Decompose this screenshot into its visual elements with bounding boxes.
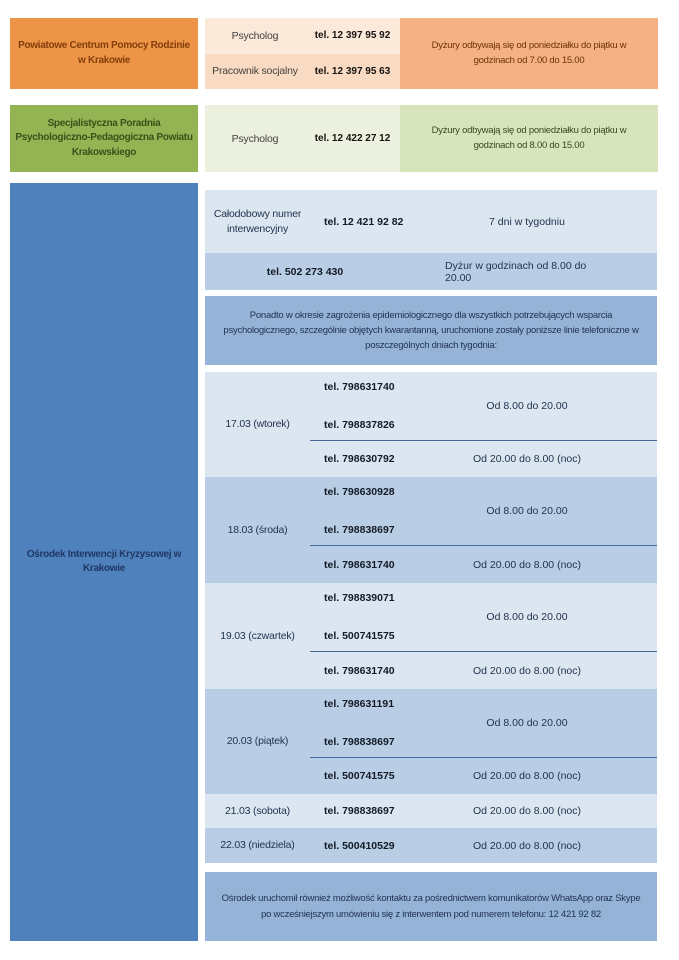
day-block-tuesday bbox=[205, 372, 657, 477]
contact-role-label: Całodobowy numer interwencyjny bbox=[213, 207, 302, 235]
shift-hours: Od 8.00 do 20.00 bbox=[486, 717, 568, 729]
shift-hours: Od 8.00 do 20.00 bbox=[486, 400, 568, 412]
phone-number: tel. 798631740 bbox=[324, 664, 395, 677]
poradnia-row-psycholog bbox=[205, 105, 400, 172]
day-block-wednesday bbox=[205, 477, 657, 583]
shift-hours: Od 8.00 do 20.00 bbox=[486, 505, 568, 517]
phone-number: tel. 500741575 bbox=[324, 770, 395, 782]
poradnia-title: Specjalistyczna Poradnia Psychologiczno-Pedagogiczna Powiatu Krakowskiego bbox=[15, 117, 193, 158]
weekly-schedule-table bbox=[205, 372, 657, 863]
day-block-sunday bbox=[205, 828, 657, 863]
shift-hours: Od 20.00 do 8.00 (noc) bbox=[473, 839, 581, 852]
availability-note: 7 dni w tygodniu bbox=[489, 215, 565, 228]
pcpr-title-block bbox=[10, 18, 198, 89]
oik-title: Ośrodek Interwencji Kryzysowej w Krakowie bbox=[26, 548, 182, 574]
night-shift bbox=[310, 652, 657, 689]
oik-duty-row bbox=[205, 253, 657, 290]
day-shift bbox=[310, 372, 657, 441]
phone-number: tel. 502 273 430 bbox=[266, 265, 344, 278]
day-shift bbox=[310, 583, 657, 652]
whatsapp-skype-footer: Ośrodek uruchomił również możliwość kontaktu za pośrednictwem komunikatorów WhatsApp oraz Skype po wcześniejszym umówieniu się z interwentem pod numerem telefonu: 12 421 92 82 bbox=[205, 872, 657, 941]
contact-role-label: Psycholog bbox=[231, 132, 279, 145]
phone-number: tel. 798631191 bbox=[324, 698, 395, 710]
phone-number: tel. 798839071 bbox=[324, 592, 395, 604]
phone-number: tel. 798838697 bbox=[324, 805, 395, 817]
pcpr-hours-note: Dyżury odbywają się od poniedziałku do piątku w godzinach od 7.00 do 15.00 bbox=[400, 18, 658, 89]
phone-number: tel. 798631740 bbox=[324, 381, 395, 393]
day-shift bbox=[310, 477, 657, 546]
phone-number: tel. 12 421 92 82 bbox=[324, 215, 404, 228]
poradnia-contacts bbox=[205, 105, 400, 172]
phone-number: tel. 798630792 bbox=[324, 453, 395, 465]
night-shift bbox=[310, 546, 657, 583]
day-block-thursday bbox=[205, 583, 657, 689]
pcpr-contacts bbox=[205, 18, 400, 89]
night-shift bbox=[310, 441, 657, 477]
day-date: 19.03 (czwartek) bbox=[220, 629, 295, 642]
poradnia-hours-note: Dyżury odbywają się od poniedziałku do piątku w godzinach od 8.00 do 15.00 bbox=[400, 105, 658, 172]
phone-number: tel. 12 422 27 12 bbox=[314, 133, 391, 144]
oik-24h-row bbox=[205, 190, 657, 253]
shift-hours: Od 20.00 do 8.00 (noc) bbox=[473, 664, 581, 677]
phone-number: tel. 12 397 95 63 bbox=[314, 65, 391, 77]
day-date: 18.03 (środa) bbox=[227, 523, 288, 536]
phone-number: tel. 12 397 95 92 bbox=[314, 30, 391, 42]
pcpr-row-psycholog bbox=[205, 18, 400, 54]
day-date: 20.03 (piątek) bbox=[226, 735, 289, 748]
phone-number: tel. 798838697 bbox=[324, 736, 395, 748]
day-date: 17.03 (wtorek) bbox=[225, 418, 290, 431]
contact-role-label: Psycholog bbox=[231, 29, 279, 42]
poradnia-title-block bbox=[10, 105, 198, 172]
day-shift bbox=[310, 689, 657, 758]
day-block-friday bbox=[205, 689, 657, 794]
availability-note: Dyżur w godzinach od 8.00 do 20.00 bbox=[445, 259, 587, 284]
day-date: 22.03 (niedziela) bbox=[220, 839, 295, 852]
night-shift bbox=[310, 758, 657, 794]
pcpr-title: Powiatowe Centrum Pomocy Rodzinie w Krakowie bbox=[18, 40, 190, 66]
contact-role-label: Pracownik socjalny bbox=[212, 65, 298, 78]
phone-number: tel. 500741575 bbox=[324, 630, 395, 642]
phone-number: tel. 798631740 bbox=[324, 558, 395, 571]
pcpr-row-pracownik bbox=[205, 54, 400, 90]
day-date: 21.03 (sobota) bbox=[225, 804, 290, 817]
phone-number: tel. 798838697 bbox=[324, 524, 395, 536]
oik-title-block bbox=[10, 183, 198, 941]
phone-number: tel. 798837826 bbox=[324, 419, 395, 431]
day-block-saturday bbox=[205, 794, 657, 828]
covid-notice: Ponadto w okresie zagrożenia epidemiologicznego dla wszystkich potrzebujących wsparcia psychologicznego, szczególnie objętych kwarantanną, uruchomione zostały poniższe linie telefoniczne w poszczególnych dniach tygodnia: bbox=[205, 296, 657, 365]
shift-hours: Od 20.00 do 8.00 (noc) bbox=[473, 558, 581, 571]
shift-hours: Od 20.00 do 8.00 (noc) bbox=[473, 805, 581, 817]
phone-number: tel. 500410529 bbox=[324, 839, 395, 852]
shift-hours: Od 8.00 do 20.00 bbox=[486, 611, 568, 623]
shift-hours: Od 20.00 do 8.00 (noc) bbox=[473, 770, 581, 782]
shift-hours: Od 20.00 do 8.00 (noc) bbox=[473, 453, 581, 465]
phone-number: tel. 798630928 bbox=[324, 486, 395, 498]
